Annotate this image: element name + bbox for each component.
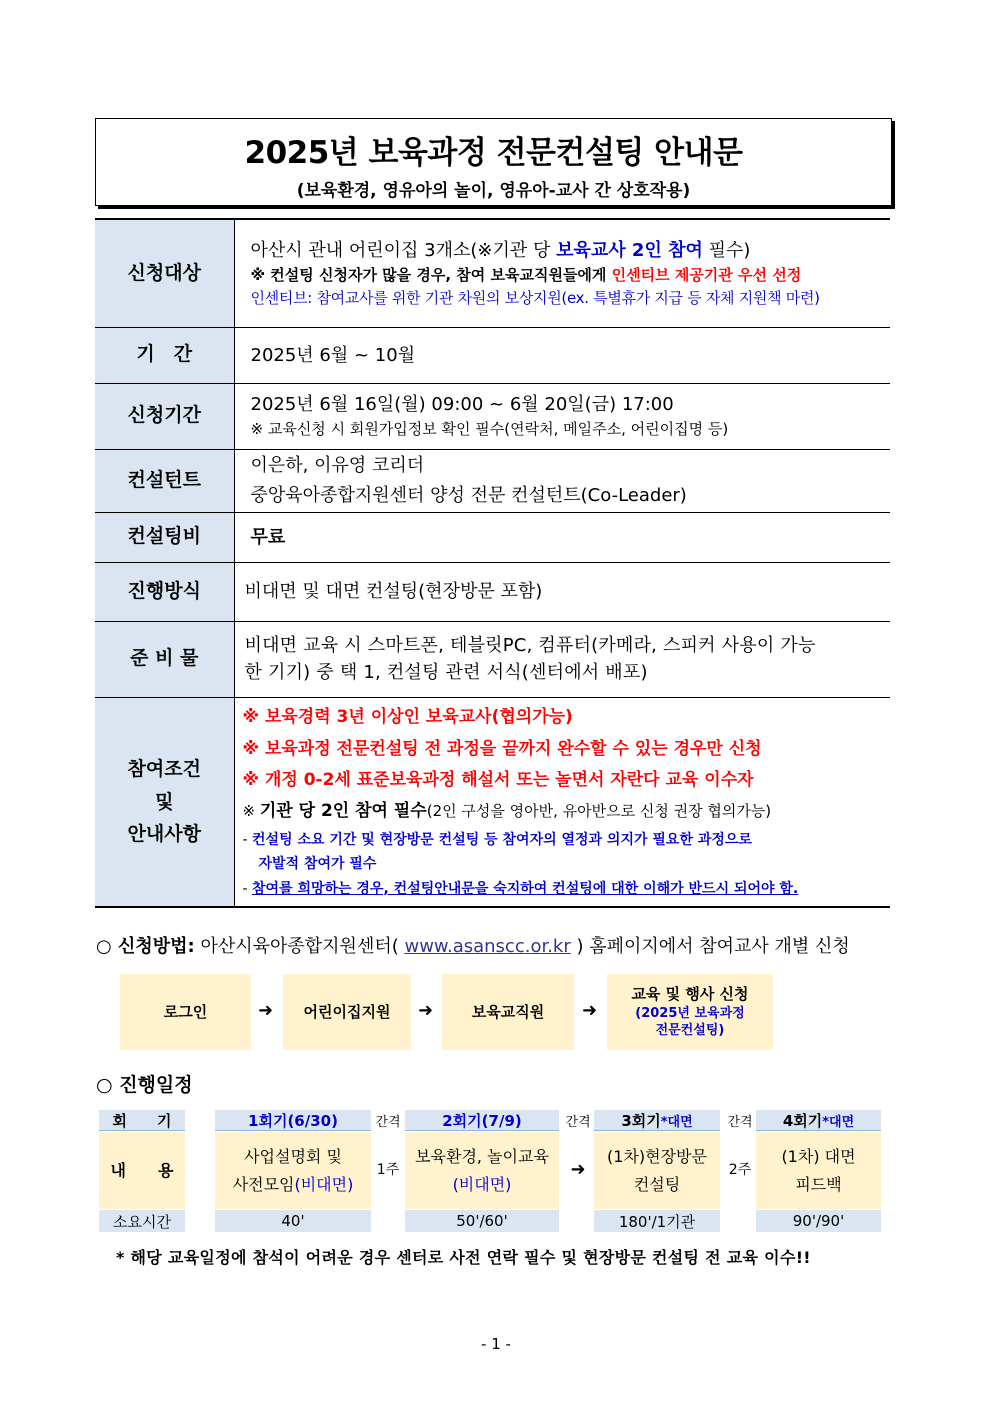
row-label-duration: 소요시간 <box>99 1210 185 1232</box>
arrow-right-icon: ➜ <box>258 1000 274 1021</box>
label-target: 신청대상 <box>95 219 234 327</box>
row-method <box>95 562 890 621</box>
fee-value: 무료 <box>234 512 890 562</box>
label-conditions: 참여조건 및 안내사항 <box>95 697 234 907</box>
condition-2: ※ 보육과정 전문컨설팅 전 과정을 끝까지 완수할 수 있는 경우만 신청 <box>242 738 762 759</box>
document-title-box <box>95 118 892 206</box>
condition-1: ※ 보육경력 3년 이상인 보육교사(협의가능) <box>242 707 573 728</box>
label-fee: 컨설팅비 <box>95 512 234 562</box>
session-1-header: 1회기(6/30) <box>215 1110 371 1131</box>
document-subtitle: (보육환경, 영유아의 놀이, 영유아-교사 간 상호작용) <box>296 181 691 201</box>
session-3-header: 3회기 *대면 <box>594 1110 720 1131</box>
gap-1: 1주 <box>376 1161 400 1178</box>
target-line1: 아산시 관내 어린이집 3개소(※기관 당 보육교사 2인 참여 필수) <box>250 240 751 262</box>
session-4-duration: 90'/90' <box>756 1210 881 1232</box>
session-4-header: 4회기 *대면 <box>756 1110 881 1131</box>
page-number: - 1 - <box>481 1335 511 1353</box>
label-apply-period: 신청기간 <box>95 383 234 449</box>
document-title: 2025년 보육과정 전문컨설팅 안내문 <box>244 135 743 171</box>
condition-6: - 참여를 희망하는 경우, 컨설팅안내문을 숙지하여 컨설팅에 대한 이해가 반드시 되어야 함. <box>242 880 799 897</box>
target-emphasis: 보육교사 2인 참여 <box>556 240 703 262</box>
prep-line1: 비대면 교육 시 스마트폰, 테블릿PC, 컴퓨터(카메라, 스피커 사용이 가능 <box>244 635 816 656</box>
row-label-session: 회 기 <box>99 1110 185 1131</box>
row-target <box>95 219 890 327</box>
arrow-right-icon: ➜ <box>582 1000 598 1021</box>
method-value: 비대면 및 대면 컨설팅(현장방문 포함) <box>234 562 890 621</box>
gap-label: 간격 <box>565 1115 591 1130</box>
period-value: 2025년 6월 ~ 10월 <box>234 327 890 383</box>
step-login: 로그인 <box>120 974 251 1050</box>
row-fee <box>95 512 890 562</box>
arrow-right-icon: ➜ <box>418 1000 434 1021</box>
row-apply-period <box>95 383 890 449</box>
homepage-link[interactable]: www.asanscc.or.kr <box>404 936 571 957</box>
consultant-line2: 중앙육아종합지원센터 양성 전문 컨설턴트(Co-Leader) <box>250 484 687 506</box>
condition-5b: 자발적 참여가 필수 <box>258 856 377 873</box>
prep-line2: 한 기기) 중 택 1, 컨설팅 관련 서식(센터에서 배포) <box>244 662 648 683</box>
schedule-title: ○ 진행일정 <box>96 1074 193 1096</box>
target-line3: 인센티브: 참여교사를 위한 기관 차원의 보상지원(ex. 특별휴가 지급 등 자체 지원책 마련) <box>250 288 820 307</box>
step-staff: 보육교직원 <box>442 974 574 1050</box>
row-period <box>95 327 890 383</box>
session-2-header: 2회기(7/9) <box>405 1110 559 1131</box>
row-label-content: 내 용 <box>99 1132 185 1209</box>
label-period: 기 간 <box>95 327 234 383</box>
session-3-duration: 180'/1기관 <box>594 1210 720 1232</box>
row-consultant <box>95 449 890 512</box>
apply-method-label: ○ 신청방법: <box>96 936 195 957</box>
gap-label: 간격 <box>375 1115 401 1130</box>
apply-period-line2: ※ 교육신청 시 회원가입정보 확인 필수(연락처, 메일주소, 어린이집명 등) <box>250 420 729 439</box>
footnote: * 해당 교육일정에 참석이 어려운 경우 센터로 사전 연락 필수 및 현장방문 컨설팅 전 교육 이수!! <box>116 1248 811 1267</box>
condition-5: - 컨설팅 소요 기간 및 현장방문 컨설팅 등 참여자의 열정과 의지가 필요한 과정으로 <box>242 831 752 848</box>
row-prep <box>95 621 890 697</box>
step-daycare-support: 어린이집지원 <box>283 974 411 1050</box>
session-1-content: 사업설명회 및 사전모임(비대면) <box>215 1132 371 1209</box>
session-3-content: (1차)현장방문 컨설팅 <box>594 1132 720 1209</box>
label-prep: 준 비 물 <box>95 621 234 697</box>
info-table <box>95 218 890 908</box>
label-method: 진행방식 <box>95 562 234 621</box>
arrow-right-icon: ➜ <box>570 1159 586 1181</box>
apply-method: ○ 신청방법: 아산시육아종합지원센터( www.asanscc.or.kr ) 홈페이지에서 참여교사 개별 신청 <box>96 936 850 957</box>
label-consultant: 컨설턴트 <box>95 449 234 512</box>
session-2-content: 보육환경, 놀이교육 (비대면) <box>405 1132 559 1209</box>
row-conditions <box>95 697 890 907</box>
session-4-content: (1차) 대면 피드백 <box>756 1132 881 1209</box>
step-event-apply: 교육 및 행사 신청 (2025년 보육과정 전문컨설팅) <box>607 974 773 1050</box>
gap-label: 간격 <box>727 1115 753 1130</box>
apply-period-line1: 2025년 6월 16일(월) 09:00 ~ 6월 20일(금) 17:00 <box>250 394 674 416</box>
condition-4: ※ 기관 당 2인 참여 필수(2인 구성을 영아반, 유아반으로 신청 권장 협의가능) <box>242 801 772 822</box>
consultant-line1: 이은하, 이유영 코리더 <box>250 454 425 476</box>
session-1-duration: 40' <box>215 1210 371 1232</box>
condition-3: ※ 개정 0-2세 표준보육과정 해설서 또는 놀면서 자란다 교육 이수자 <box>242 770 754 790</box>
session-2-duration: 50'/60' <box>405 1210 559 1232</box>
gap-3: 2주 <box>728 1161 752 1178</box>
target-line2: ※ 컨설팅 신청자가 많을 경우, 참여 보육교직원들에게 인센티브 제공기관 우선 선정 <box>250 266 802 285</box>
